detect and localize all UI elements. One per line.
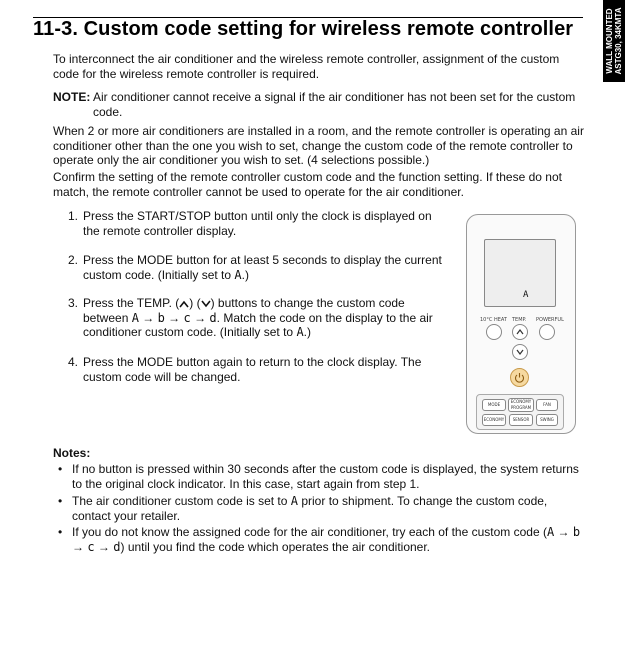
multi-unit-paragraph: When 2 or more air conditioners are installed in a room, and the remote controller is operating an air conditioner other than the one you wish to set, change the custom code of the remote controller to operate only the air conditioner you wish to set. (4 selections possible.) [53,124,584,167]
code-d-glyph: d [113,539,121,554]
fan-button[interactable]: FAN [536,399,558,411]
powerful-button[interactable] [539,324,555,340]
remote-display [484,239,556,307]
step-3-text-match: . Match the code on the display to the air [216,310,433,325]
chevron-up-icon [179,300,189,308]
step-text [83,209,443,238]
swing-button[interactable]: SWING [536,414,558,426]
step-3-text-c: ) buttons to change the custom code [210,296,405,310]
hi-heat-button[interactable] [486,324,502,340]
step-1-line-1: Press the START/STOP button until only the clock is displayed on [83,209,432,223]
step-number: 2. [68,253,79,267]
chevron-down-icon [201,300,211,308]
step-3-line-3 [83,325,443,340]
step-text [83,253,443,282]
code-a-glyph: A [131,310,139,325]
note-text-2: code. [93,104,123,119]
step-3-line-3-text: conditioner custom code. (Initially set to [83,325,297,339]
side-tab-line2: ASTG30, 34KMTA [614,7,623,75]
side-tab-text [605,8,623,75]
step-3-text-between: between [83,310,132,325]
code-a-glyph: A [546,525,555,539]
temp-down-button[interactable] [512,344,528,360]
hi-heat-label: 10°C HEAT [480,317,507,323]
step-3-text-b: ) ( [189,296,201,310]
note-2-text-b: prior to shipment. To change the custom code, [298,494,548,508]
side-tab-line1: WALL MOUNTED [605,8,614,74]
remote-controller-illustration [466,214,578,436]
note-line-1 [53,90,588,105]
step-2-line-2-end: .) [241,267,249,282]
step-number: 4. [68,355,79,369]
note-3-text: If you do not know the assigned code for the air conditioner, try each of the custom code ( [72,525,547,539]
bullet-text [72,494,582,523]
step-3-line-2 [83,311,443,326]
segment-code-glyph: A [296,325,304,339]
temp-up-button[interactable] [512,324,528,340]
segment-code-glyph: A [290,494,299,508]
step-4-line-2: custom code will be changed. [83,369,241,384]
bullet-dot: • [58,494,63,508]
step-3-text-a: Press the TEMP. ( [83,296,180,310]
arrow-right-icon: → [72,539,88,554]
step-number: 1. [68,209,79,223]
code-d-glyph: d [209,310,217,325]
arrow-right-icon: → [94,539,114,554]
bullet-text [72,462,582,491]
sensor-button[interactable]: SENSOR [509,414,533,426]
step-2-line-2-text: custom code. (Initially set to [83,267,235,282]
side-section-tab [603,0,625,82]
note-3-line-1 [72,525,582,540]
intro-paragraph: To interconnect the air conditioner and the wireless remote controller, assignment of the custom code for the wireless remote controller is required. [53,52,560,81]
step-4-line-1: Press the MODE button again to return to the clock display. The [83,355,422,369]
step-text [83,296,443,340]
note-3-line-2 [72,540,582,555]
code-b-glyph: b [157,310,165,325]
display-code-glyph: A [523,290,529,300]
note-label: NOTE: [53,90,91,104]
bullet-dot: • [58,525,63,539]
step-3-line-3-end: .) [303,325,312,339]
arrow-right-icon: → [138,310,158,325]
note-1-line-2: to the original clock indicator. In this case, start again from step 1. [72,476,420,491]
note-2-text-a: The air conditioner custom code is set to [72,494,291,508]
note-2-line-2: contact your retailer. [72,508,181,523]
step-1-line-2: the remote controller display. [83,223,237,238]
arrow-right-icon: → [164,310,184,325]
economy-program-button[interactable]: ECONOMY PROGRAM [508,398,534,412]
note-2-line-1 [72,494,582,509]
confirm-paragraph: Confirm the setting of the remote controller custom code and the function setting. If these do not match, the remote controller cannot be used to operate for the air conditioner. [53,170,562,199]
code-b-glyph: b [572,525,581,539]
note-3-line-2-text: ) until you find the code which operates the air conditioner. [120,539,431,554]
notes-heading: Notes: [53,446,91,460]
segment-code-glyph: A [234,267,242,282]
start-stop-button[interactable] [510,368,529,387]
note-text-1: Air conditioner cannot receive a signal if the air conditioner has not been set for the custom [93,90,576,104]
economy-button[interactable]: ECONOMY [482,414,506,426]
step-2-line-1: Press the MODE button for at least 5 seconds to display the current [83,253,442,267]
note-1-line-1: If no button is pressed within 30 seconds after the custom code is displayed, the system returns [72,462,579,476]
page-title: 11-3. Custom code setting for wireless remote controller [33,18,574,40]
code-c-glyph: c [183,310,191,325]
chevron-up-icon [513,325,527,339]
chevron-down-icon [513,345,527,359]
step-number: 3. [68,296,79,310]
step-3-line-1 [83,296,443,311]
bullet-dot: • [58,462,63,476]
bullet-text [72,525,582,554]
step-text [83,355,443,384]
mode-button[interactable]: MODE [482,399,506,411]
code-c-glyph: c [87,539,95,554]
power-icon [511,369,528,386]
arrow-right-icon: → [554,525,573,539]
arrow-right-icon: → [190,310,210,325]
temp-label: TEMP. [512,317,527,323]
step-2-line-2 [83,268,443,283]
powerful-label: POWERFUL [536,317,564,323]
note-line-2 [93,105,625,120]
